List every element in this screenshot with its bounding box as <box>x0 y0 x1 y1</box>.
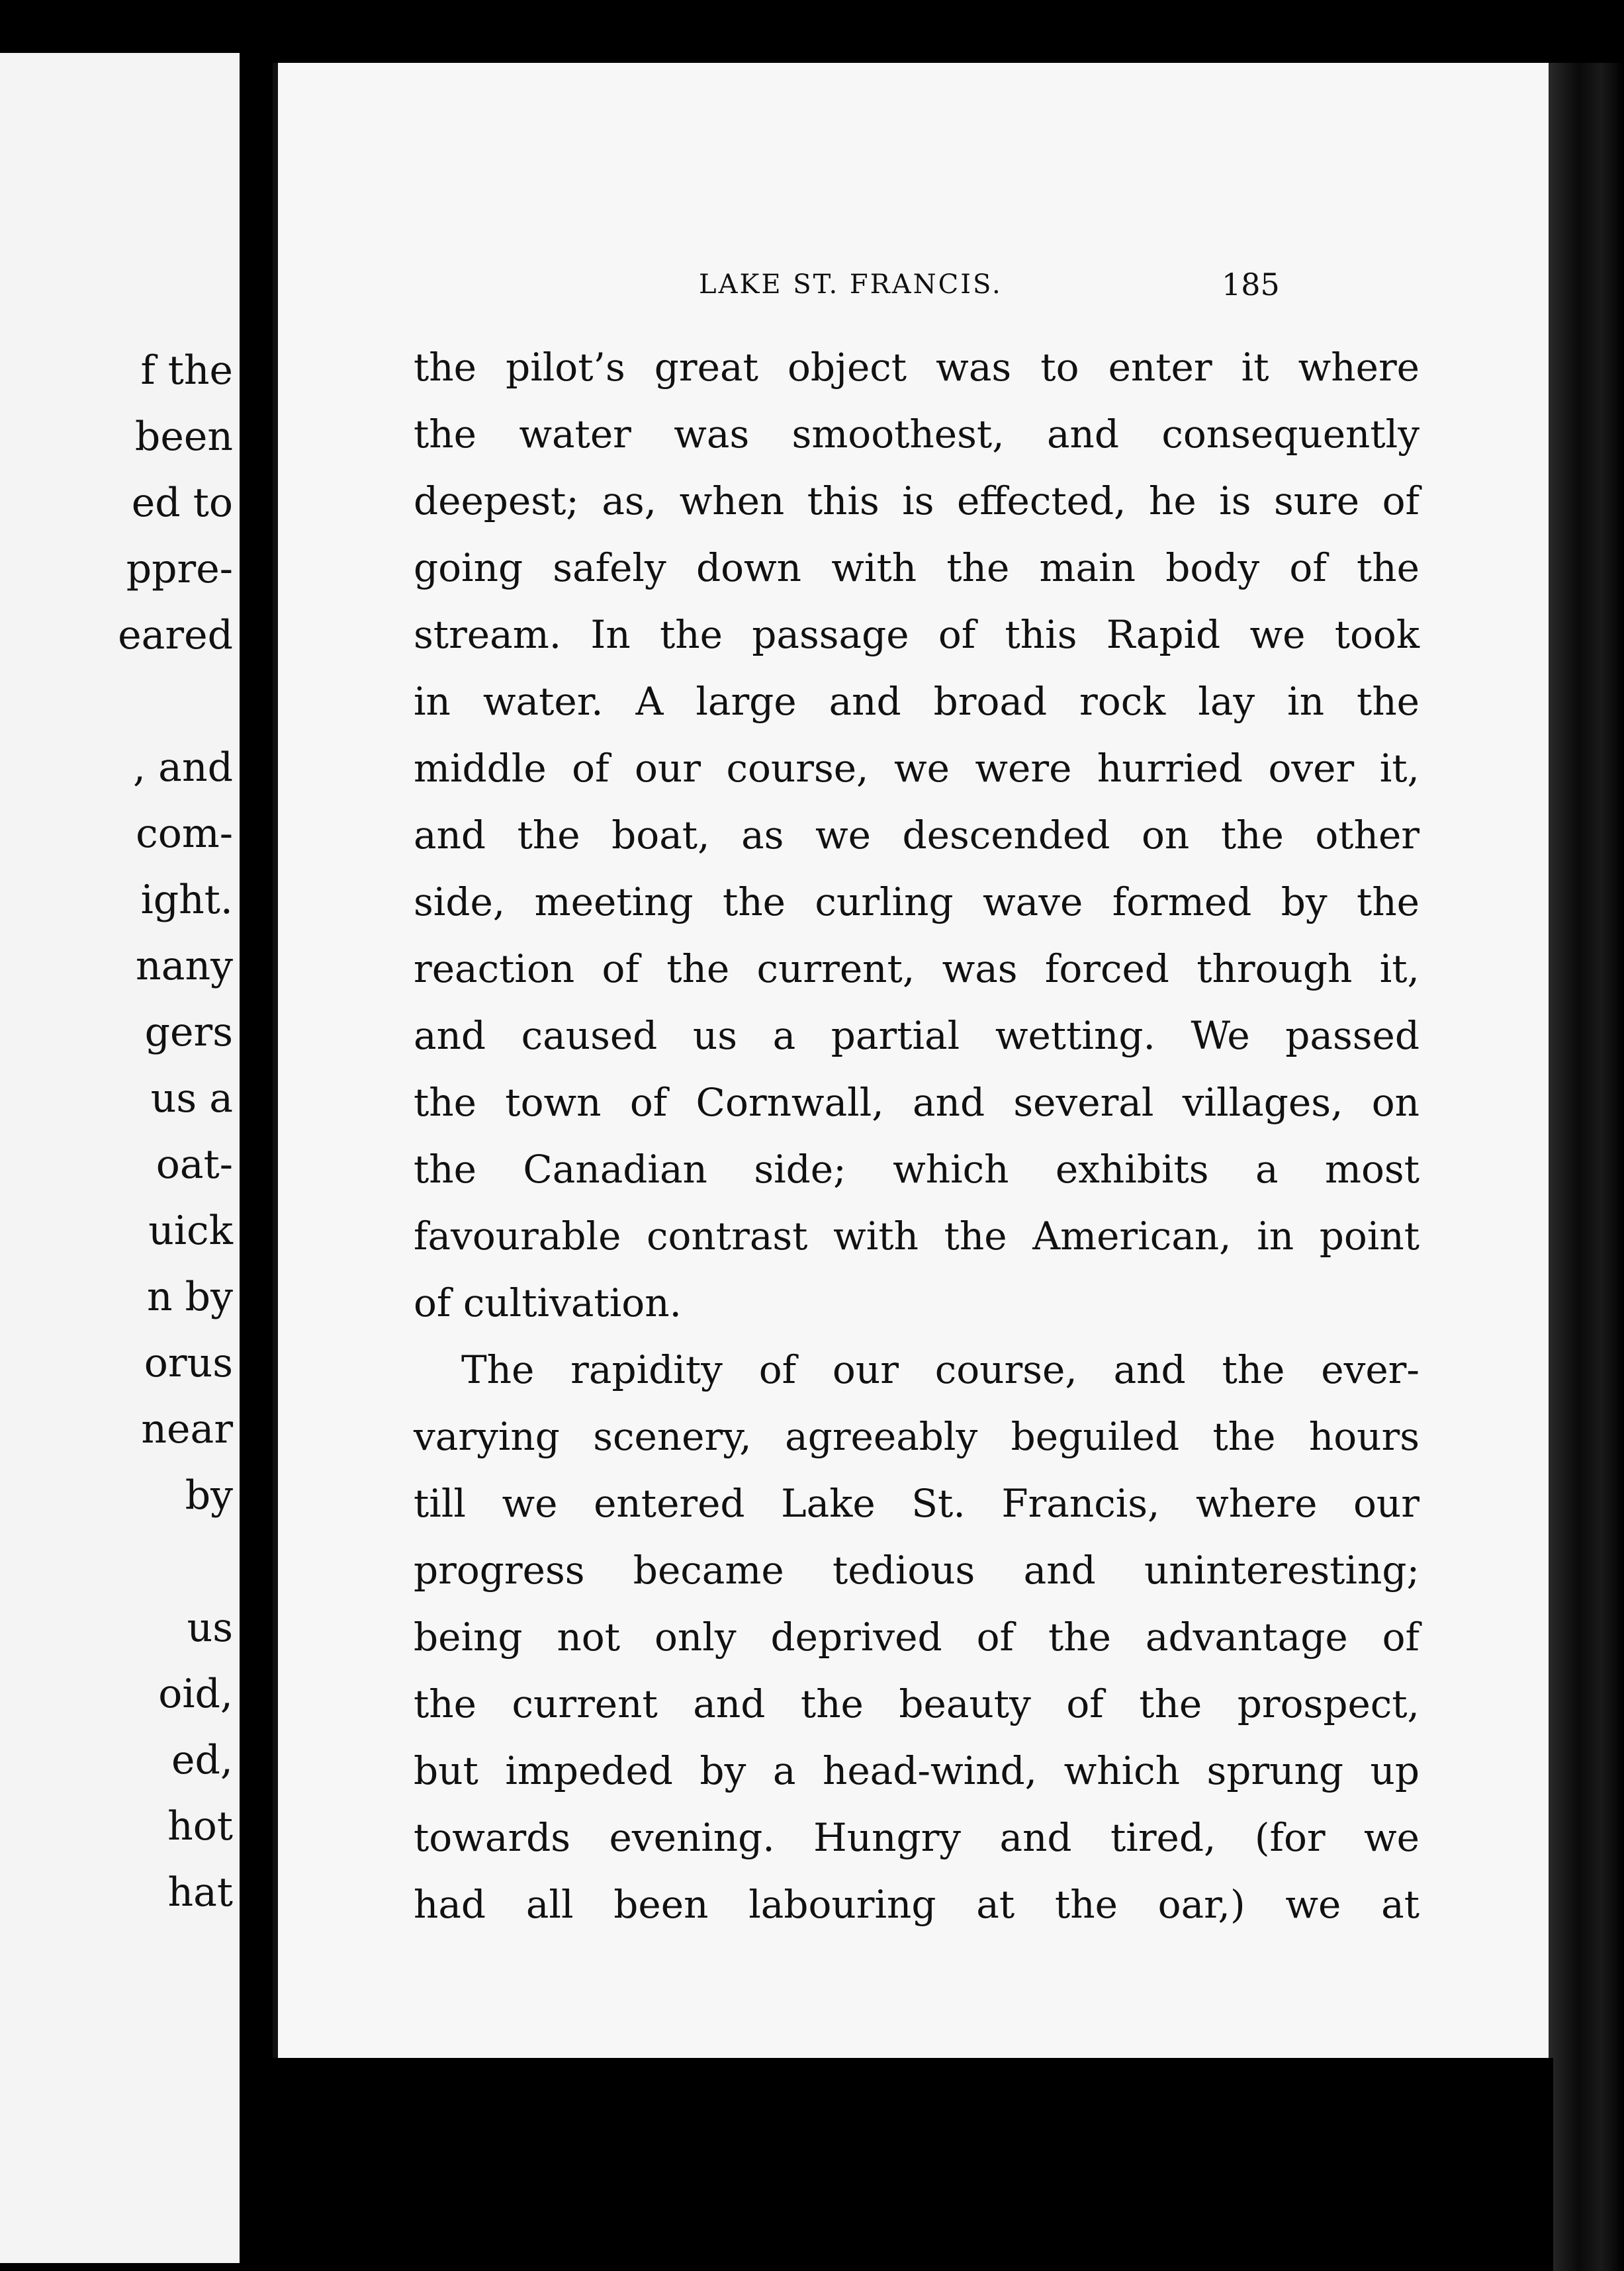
text-line: reaction of the current, was forced through it, <box>414 946 1420 991</box>
facing-page-line: uick <box>148 1208 233 1254</box>
text-line: progress became tedious and uninteresting; <box>414 1548 1420 1593</box>
text-line: towards evening. Hungry and tired, (for we <box>414 1815 1420 1860</box>
facing-page-line: been <box>134 414 233 460</box>
facing-page-line: , and <box>133 744 233 791</box>
text-line: middle of our course, we were hurried over it, <box>414 746 1420 791</box>
facing-page-line: eared <box>118 612 233 658</box>
text-line: the pilot’s great object was to enter it where <box>414 345 1420 390</box>
facing-page-line: hot <box>167 1803 233 1849</box>
text-line: but impeded by a head-wind, which sprung up <box>414 1748 1420 1793</box>
scan-border-bottom <box>273 2058 1553 2271</box>
facing-page-line: us <box>187 1605 233 1651</box>
facing-page-line: ight. <box>140 877 233 923</box>
facing-page-line: ppre- <box>126 546 233 592</box>
running-head <box>278 269 1553 309</box>
text-line: and the boat, as we descended on the other <box>414 813 1420 858</box>
facing-page-line: us a <box>150 1075 233 1122</box>
text-line: the town of Cornwall, and several villages, on <box>414 1080 1420 1125</box>
text-line: the water was smoothest, and consequently <box>414 412 1420 457</box>
text-line: the Canadian side; which exhibits a most <box>414 1147 1420 1192</box>
text-line: being not only deprived of the advantage of <box>414 1615 1420 1660</box>
body-text <box>414 334 1420 1938</box>
facing-page-line: hat <box>167 1869 233 1916</box>
text-line: varying scenery, agreeably beguiled the hours <box>414 1414 1420 1459</box>
facing-page-fragment <box>0 53 240 2263</box>
page-185 <box>273 63 1553 2058</box>
text-line: The rapidity of our course, and the ever- <box>461 1347 1420 1392</box>
text-line: the current and the beauty of the prospect, <box>414 1681 1420 1726</box>
text-line: in water. A large and broad rock lay in the <box>414 679 1420 724</box>
text-line: stream. In the passage of this Rapid we took <box>414 612 1420 657</box>
running-head-title: LAKE ST. FRANCIS. <box>699 269 1003 300</box>
text-line: deepest; as, when this is effected, he is sure of <box>414 478 1420 523</box>
facing-page-line: ed to <box>131 480 233 526</box>
facing-page-line: nany <box>136 943 233 989</box>
facing-page-line: orus <box>144 1340 233 1386</box>
page-number: 185 <box>1222 267 1280 302</box>
text-line: favourable contrast with the American, in point <box>414 1214 1420 1259</box>
facing-page-line: com- <box>136 811 233 857</box>
facing-page-line: by <box>185 1472 233 1519</box>
text-line: till we entered Lake St. Francis, where our <box>414 1481 1420 1526</box>
facing-page-line: oid, <box>158 1671 233 1717</box>
text-line: going safely down with the main body of the <box>414 545 1420 590</box>
facing-page-line: oat- <box>156 1141 233 1188</box>
facing-page-line: gers <box>144 1009 233 1055</box>
facing-page-line: near <box>141 1406 233 1452</box>
page-edge-shadow <box>1549 63 1624 2271</box>
text-line: side, meeting the curling wave formed by the <box>414 879 1420 924</box>
facing-page-line: n by <box>146 1274 233 1320</box>
facing-page-line: ed, <box>171 1737 233 1783</box>
facing-page-line: f the <box>140 347 233 394</box>
text-line: of cultivation. <box>414 1280 682 1325</box>
text-line: had all been labouring at the oar,) we at <box>414 1882 1420 1927</box>
text-line: and caused us a partial wetting. We passed <box>414 1013 1420 1058</box>
